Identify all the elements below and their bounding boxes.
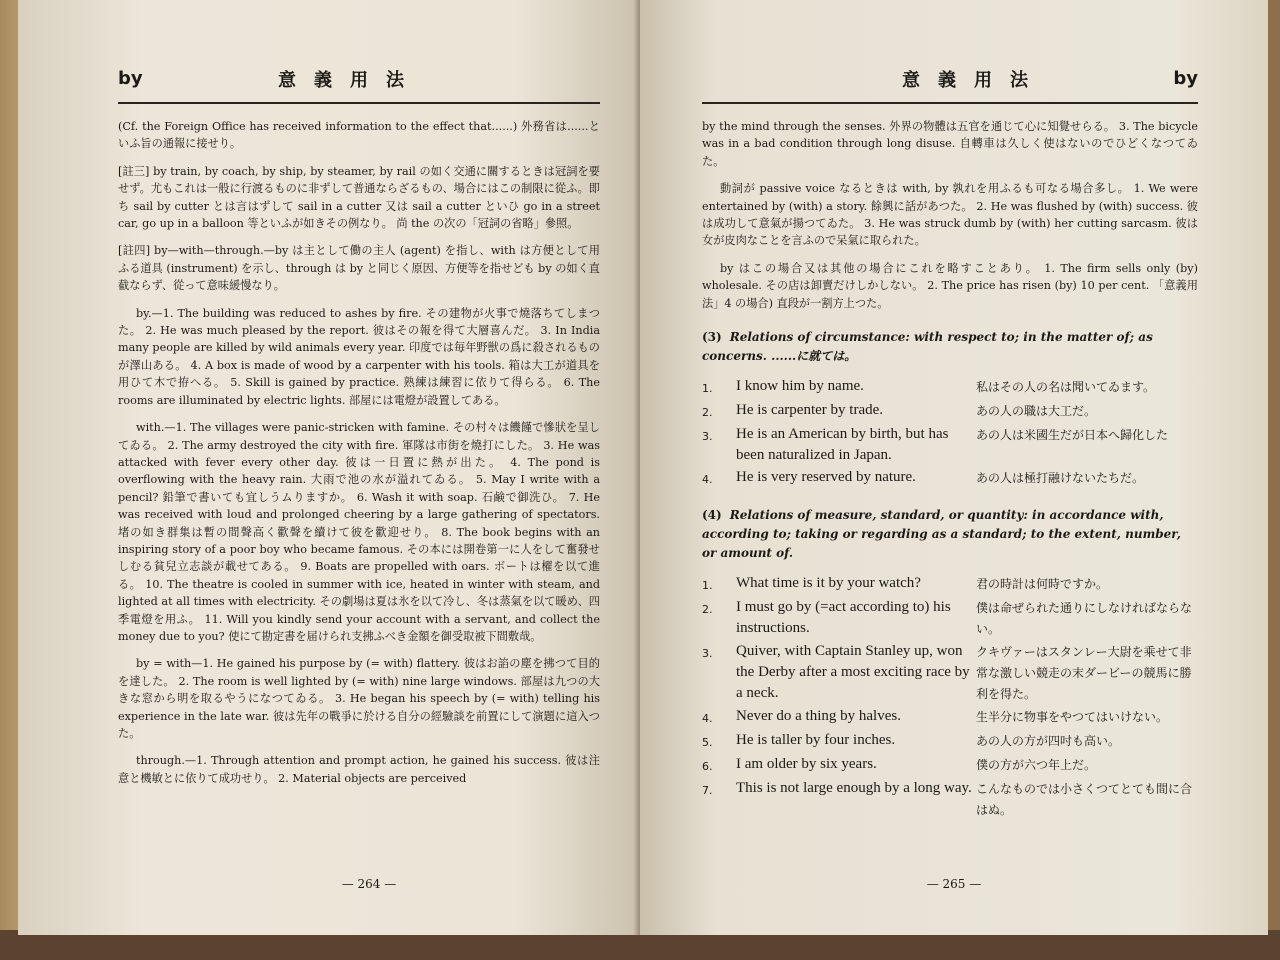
example-number: 4.: [702, 473, 713, 487]
example-number: 1.: [702, 579, 713, 593]
example-japanese: 僕は命ぜられた通りにしなければならない。: [976, 601, 1193, 637]
left-page: [18, 0, 640, 935]
example-number: 5.: [702, 736, 713, 750]
example-number: 7.: [702, 784, 713, 798]
example-japanese: あの人は極打融けないたちだ。: [976, 471, 1145, 486]
example-japanese: あの人の職は大工だ。: [976, 404, 1097, 419]
example-row: [702, 376, 1198, 399]
example-english: What time is it by your watch?: [736, 575, 921, 592]
example-row: [702, 424, 1198, 466]
book-cover-edge: [1268, 0, 1280, 960]
example-number: 6.: [702, 760, 713, 774]
example-number: 2.: [702, 603, 713, 617]
section-heading: [702, 506, 1198, 563]
paragraph: by the mind through the senses. 外界の物體は五官を通じて心に知覺せらる。 3. The bicycle was in a bad condition through long disuse. 自轉車は久しく使はないのでひどくなつてゐた。: [702, 120, 1198, 168]
example-row: [702, 467, 1198, 490]
example-number: 2.: [702, 406, 713, 420]
example-row: [702, 706, 1198, 729]
example-row: [702, 641, 1198, 705]
page-number: — 264 —: [341, 877, 397, 891]
example-english: This is not large enough by a long way.: [736, 780, 972, 797]
example-japanese: 君の時計は何時ですか。: [976, 577, 1109, 592]
example-row: [702, 400, 1198, 423]
example-english: Never do a thing by halves.: [736, 708, 901, 725]
example-japanese: あの人は米國生だが日本へ歸化した: [976, 428, 1169, 443]
paragraph: (Cf. the Foreign Office has received information to the effect that......) 外務省は......といふ旨の通報に接せり。: [118, 120, 600, 151]
example-japanese: 生半分に物事をやつてはいけない。: [976, 710, 1169, 725]
example-japanese: あの人の方が四吋も高い。: [976, 734, 1121, 749]
example-english: He is taller by four inches.: [736, 732, 896, 749]
header-title: 意義用法: [902, 70, 1046, 91]
example-english: I must go by (=act according to) his instructions.: [736, 599, 951, 637]
page-number: — 265 —: [926, 877, 982, 891]
section-heading: [702, 328, 1198, 366]
omission-note: by はこの場合又は其他の場合にこれを略すことあり。 1. The firm sells only (by) wholesale. その店は卸賣だけしかしない。 2. The price has risen (by) 10 per cent. 「意義用法」4 の場合) 直段が一割方上つた。: [702, 261, 1198, 310]
example-japanese: 私はその人の名は聞いてゐます。: [976, 380, 1156, 395]
example-row: [702, 778, 1198, 821]
example-japanese: 僕の方が六つ年上だ。: [976, 758, 1097, 773]
example-english: He is very reserved by nature.: [736, 469, 916, 486]
left-page-header: [118, 62, 600, 104]
example-number: 3.: [702, 647, 713, 661]
example-row: [702, 754, 1198, 777]
example-english: He is carpenter by trade.: [736, 402, 884, 419]
example-english: I am older by six years.: [736, 756, 877, 773]
example-number: 1.: [702, 382, 713, 396]
section-number: (4): [702, 508, 722, 523]
passive-voice-note: 動詞が passive voice なるときは with, by 孰れを用ふるも可なる場合多し。 1. We were entertained by (with) a story. 餘興に話があつた。 2. He was flushed by (with) success. 彼は成功して意氣が揚つてゐた。 3. He was struck dumb by (with) her cutting sarcasm. 彼は女が皮肉なことを言ふので呆氣に取られた。: [702, 182, 1198, 248]
header-keyword: by: [1173, 68, 1198, 89]
with-examples: with.—1. The villages were panic-stricken with famine. その村々は饑饉で慘狀を呈してゐる。 2. The army destroyed the city with fire. 軍隊は市街を燒打にした。 3. He was attacked with fever every other day. 彼は一日置に熱が出た。 4. The pond is overflowing with the heavy rain. 大雨で池の水が溢れてゐる。 5. May I write with a pencil? 鉛筆で書いても宜しうムりますか。 6. Wash it with soap. 石鹸で御洗ひ。 7. He was received with loud and prolonged cheering by a large gathering of spectators. 堵の如き群集は暫の間聲高く歡聲を續けて彼を歡迎せり。 8. The book begins with an inspiring story of a poor boy who became famous. その本には開卷第一に人をして奮發せしむる貧兒立志談が載せてある。 9. Boats are propelled with oars. ボートは櫂を以て進る。 10. The theatre is cooled in summer with ice, heated in winter with steam, and lighted at all times with electricity. その劇場は夏は氷を以て冷し、冬は蒸氣を以て暖め、四季電燈を用ふ。 11. Will you kindly send your account with a servant, and collect the money due to you? 使にて勘定書を届けられ支拂ふべき金額を御受取被下間敷哉。: [118, 421, 600, 643]
section-title: Relations of measure, standard, or quantity: in accordance with, according to; taking or regarding as a standard; to the extent, number, or amount of.: [702, 508, 1181, 561]
through-examples: through.—1. Through attention and prompt action, he gained his success. 彼は注意と機敏とに依りて成功せり。 2. Material objects are perceived: [118, 754, 600, 785]
example-number: 3.: [702, 430, 713, 444]
example-row: [702, 730, 1198, 753]
example-japanese: クキヴァーはスタンレー大尉を乘せて非常な激しい競走の末ダービーの競馬に勝利を得た。: [976, 645, 1192, 702]
section-number: (3): [702, 330, 722, 345]
header-title: 意義用法: [278, 70, 422, 91]
right-page-header: [702, 62, 1198, 104]
example-row: [702, 597, 1198, 640]
note-three: [註三] by train, by coach, by ship, by steamer, by rail の如く交通に關するときは冠詞を要せず。尤もこれは一般に行渡るものに非ずして普通ならざるもの、場合にはこの制限に從ふ。即ち sail by cutter とは言はずして sail in a cutter 又は sail a cutter といひ go in a street car, go up in a balloon 等といふが如きその例なり。 尚 the の次の「冠詞の省略」參照。: [118, 164, 600, 231]
example-english: He is an American by birth, but has been naturalized in Japan.: [736, 426, 949, 464]
by-examples: by.—1. The building was reduced to ashes by fire. その建物が火事で燒落ちてしまつた。 2. He was much pleased by the report. 彼はその報を得て大層喜んだ。 3. In India many people are killed by wild animals every year. 印度では毎年野獣の爲に殺されるものが澤山ある。 4. A box is made of wood by a carpenter with his tools. 箱は大工が道具を用ひて木で拵へる。 5. Skill is gained by practice. 熟練は練習に依りて得らる。 6. The rooms are illuminated by electric lights. 部屋には電燈が設置してある。: [118, 306, 600, 407]
header-keyword: by: [118, 68, 143, 89]
example-row: [702, 573, 1198, 596]
example-japanese: こんなものでは小さくつてとても間に合はぬ。: [976, 782, 1193, 818]
note-four: [註四] by—with—through.—by は主として働の主人 (agent) を指し、with は方便として用ふる道具 (instrument) を示し、through は by と同じく原因、方便等を指せども by の如く直截ならず、從って意味緩慢なり。: [118, 244, 600, 293]
example-number: 4.: [702, 712, 713, 726]
by-equals-with-examples: by = with—1. He gained his purpose by (= with) flattery. 彼はお諂の塵を拂つて目的を達した。 2. The room is well lighted by (= with) nine large windows. 部屋は九つの大きな窓から明を取るやうになつてゐる。 3. He began his speech by (= with) telling his experience in the late war. 彼は先年の戰爭に於ける自分の經驗談を前置にして演題に這入つた。: [118, 657, 600, 740]
right-page: [640, 0, 1268, 935]
example-english: I know him by name.: [736, 378, 864, 395]
section-title: Relations of circumstance: with respect to; in the matter of; as concerns. ......に就ては。: [702, 330, 1153, 364]
example-english: Quiver, with Captain Stanley up, won the Derby after a most exciting race by a neck.: [736, 643, 970, 702]
